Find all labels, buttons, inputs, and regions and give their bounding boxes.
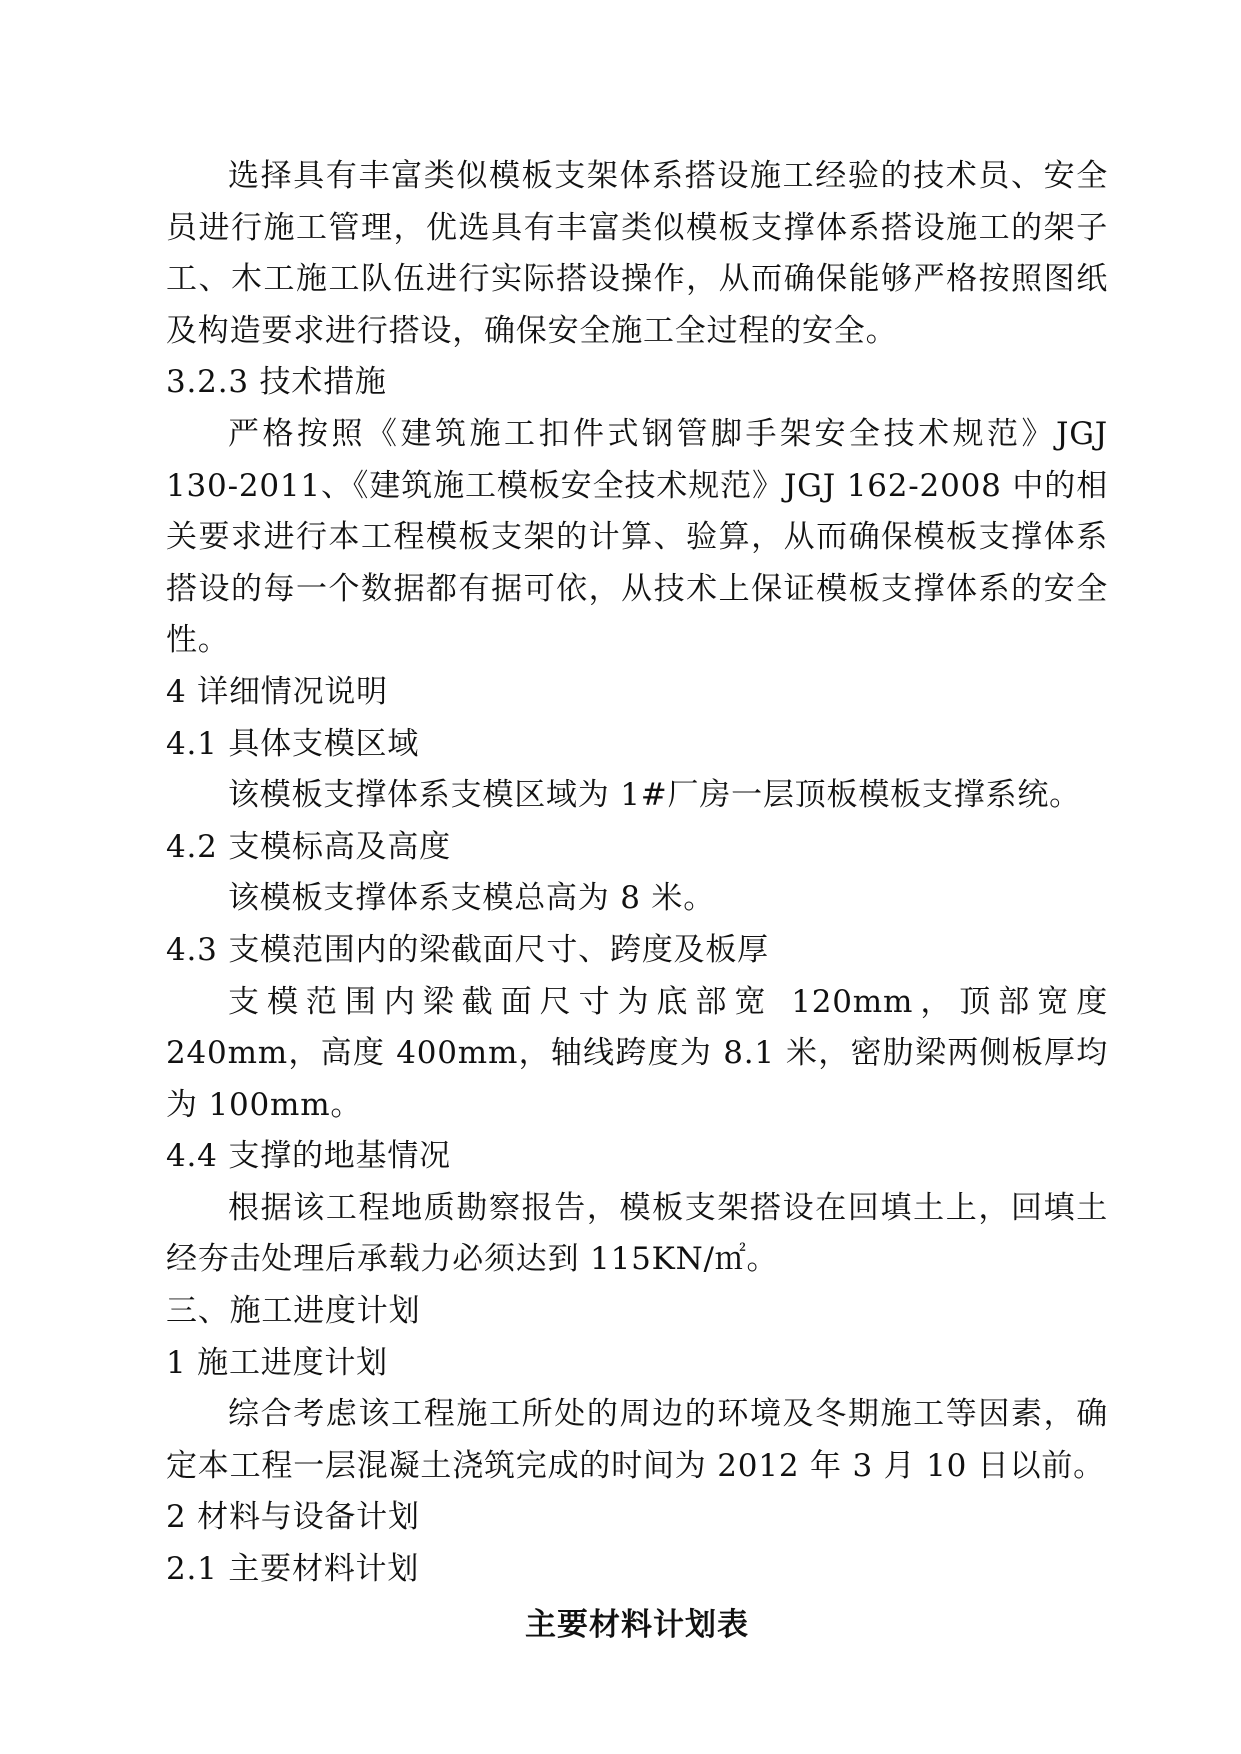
section-heading-materials-2-1: 2.1 主要材料计划 bbox=[166, 1551, 420, 1588]
section-heading-4-4: 4.4 支撑的地基情况 bbox=[166, 1138, 451, 1175]
paragraph-formwork-height: 该模板支撑体系支模总高为 8 米。 bbox=[228, 880, 716, 917]
section-heading-4-2: 4.2 支模标高及高度 bbox=[166, 828, 451, 865]
section-heading-4: 4 详细情况说明 bbox=[166, 673, 388, 710]
paragraph-personnel-measures: 选择具有丰富类似模板支架体系搭设施工经验的技术员、安全员进行施工管理，优选具有丰富类似模板支撑体系搭设施工的架子工、木工施工队伍进行实际搭设操作，从而确保能够严格按照图纸及构造要求进行搭设，确保安全施工全过程的安全。 bbox=[166, 158, 1108, 349]
paragraph-schedule: 综合考虑该工程施工所处的周边的环境及冬期施工等因素，确定本工程一层混凝土浇筑完成的时间为 2012 年 3 月 10 日以前。 bbox=[166, 1396, 1108, 1484]
chapter-heading-schedule: 三、施工进度计划 bbox=[166, 1293, 421, 1330]
table-title: 主要材料计划表 bbox=[525, 1606, 749, 1643]
document-body bbox=[166, 151, 1108, 1651]
paragraph-formwork-area: 该模板支撑体系支模区域为 1#厂房一层顶板模板支撑系统。 bbox=[228, 777, 1081, 814]
paragraph-foundation: 根据该工程地质勘察报告，模板支架搭设在回填土上，回填土经夯击处理后承载力必须达到 115KN/㎡。 bbox=[166, 1189, 1108, 1278]
section-heading-4-3: 4.3 支模范围内的梁截面尺寸、跨度及板厚 bbox=[166, 931, 769, 968]
section-heading-4-1: 4.1 具体支模区域 bbox=[166, 725, 420, 762]
section-heading-materials-2: 2 材料与设备计划 bbox=[166, 1499, 420, 1536]
paragraph-beam-dimensions: 支模范围内梁截面尺寸为底部宽 120mm，顶部宽度 240mm，高度 400mm，轴线跨度为 8.1 米，密肋梁两侧板厚均为 100mm。 bbox=[166, 983, 1108, 1123]
section-heading-schedule-1: 1 施工进度计划 bbox=[166, 1344, 388, 1381]
section-heading-3-2-3: 3.2.3 技术措施 bbox=[166, 364, 387, 401]
paragraph-technical-measures: 严格按照《建筑施工扣件式钢管脚手架安全技术规范》JGJ 130-2011、《建筑施工模板安全技术规范》JGJ 162-2008 中的相关要求进行本工程模板支架的计算、验算，从而确保模板支撑体系搭设的每一个数据都有据可依，从技术上保证模板支撑体系的安全性。 bbox=[166, 415, 1108, 659]
